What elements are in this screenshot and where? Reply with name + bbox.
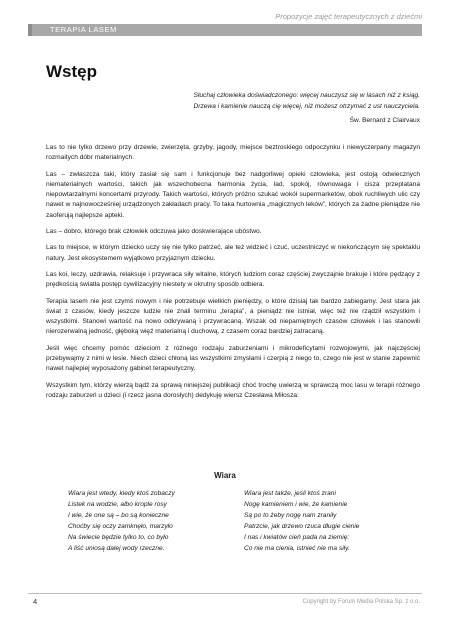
poem-line: Wiara jest także, jeśli ktoś zrani bbox=[244, 490, 336, 497]
poem-line: Choćby się oczy zamknęło, marzyło bbox=[68, 523, 173, 530]
poem-stanza-left bbox=[68, 488, 175, 554]
poem-line: A liść uniosą dalej wody rzeczne. bbox=[68, 545, 165, 552]
poem-line: I wie, że one są – bo są konieczne bbox=[68, 512, 169, 519]
paragraph: Las koi, leczy, uzdrawia, relaksuje i przywraca siły witalne, których ludziom coraz częściej zwyczajnie brakuje i które pędzący z prędkością światła postęp cywilizacyjny niestety w okrutny sposób odbiera. bbox=[46, 270, 420, 289]
paragraph: Las to miejsce, w którym dziecko uczy się nie tylko patrzeć, ale też widzieć i czuć, uczestniczyć w niekończącym się spektaklu natury. Jest ekosystemem wyjątkowo przyjaznym dziecku. bbox=[46, 244, 420, 262]
poem-line: Są po to żeby nogę nam zraniły bbox=[244, 512, 337, 519]
publication-title: Propozycje zajęć terapeutycznych z dziećmi bbox=[275, 12, 422, 21]
paragraph: Las – dobro, którego brak człowiek odczuwa jako doskwierające ubóstwo. bbox=[46, 228, 262, 236]
page-heading: Wstęp bbox=[46, 62, 97, 81]
poem-line: Co nie ma cienia, istnieć nie ma siły. bbox=[244, 545, 350, 552]
poem-line: I nas i kwiatów cień pada na ziemię: bbox=[244, 534, 350, 541]
section-bar-accent bbox=[28, 24, 32, 36]
paragraph: Terapia lasem nie jest czymś nowym i nie potrzebuje wielkich pieniędzy, o które dzisiaj tak bardzo zabiegamy. Jest stara jak świat z czasów, kiedy jeszcze ludzie nie znali terminu „terapia”, a pieniądz nie istniał, więc też nie rządził wszystkim i wszystkimi. Stanowi wartość na nowo odkrywaną i przywracaną. Wszak od niepamiętnych czasów człowiek i las stanowili nierozerwalną jedność, głęboką więź materialną i duchową, z czasem coraz bardziej zatracaną. bbox=[46, 297, 420, 336]
section-label: TERAPIA LASEM bbox=[50, 25, 117, 34]
paragraph: Las to nie tylko drzewo przy drzewie, zwierzęta, grzyby, jagody, miejsce beztroskiego odpoczynku i niewyczerpany magazyn rozmaitych dóbr materialnych. bbox=[46, 144, 420, 162]
poem-line: Na świecie będzie tylko to, co było bbox=[68, 534, 169, 541]
paragraph: Wszystkim tym, którzy wierzą bądź za sprawą niniejszej publikacji choć trochę uwierzą w sprawczą moc lasu w terapii różnego rodzaju zaburzeń u dzieci (i rzecz jasna dorosłych) dedykuję wiersz Czesława Miłosza: bbox=[46, 381, 420, 399]
section-bar bbox=[28, 24, 422, 36]
epigraph-line: Drzewa i kamienie nauczą cię więcej, niż możesz otrzymać z ust nauczyciela. bbox=[193, 103, 420, 110]
poem-line: Patrzcie, jak drzewo rzuca długie cienie bbox=[244, 523, 360, 530]
footer-divider bbox=[28, 593, 422, 594]
epigraph-author: Św. Bernard z Clairvaux bbox=[349, 117, 420, 124]
poem-line: Nogę kamieniem i wie, że kamienie bbox=[244, 501, 348, 508]
poem-title: Wiara bbox=[214, 471, 236, 480]
copyright-notice: Copyright by Forum Media Polska Sp. z o.o. bbox=[302, 599, 420, 605]
poem-line: Wiara jest wtedy, kiedy ktoś zobaczy bbox=[68, 490, 175, 497]
epigraph bbox=[118, 90, 420, 112]
poem-stanza-right bbox=[244, 488, 359, 554]
body-text bbox=[46, 143, 420, 407]
poem-line: Listek na wodzie, albo krople rosy bbox=[68, 501, 167, 508]
paragraph: Las – zwłaszcza taki, który zasiał się sam i funkcjonuje bez nadgorliwej opieki człowieka, jest ostoją odwiecznych niematerialnych wartości, takich jak wszechobecna harmonia życia, ład, spokój, równowaga i cisza przeplatana niepowtarzalnymi koncertami przyrody. Takich wartości, których próżno szukać wokół supermarketów, obok ruchliwych ulic czy nawet w najnowocześniej urządzonych zakładach pracy. To taka hurtownia „magicznych leków”, których za żadne pieniądze nie zaoferują najlepsze apteki. bbox=[46, 170, 420, 219]
paragraph: Jeśli więc chcemy pomóc dzieciom z różnego rodzaju zaburzeniami i mikrodeficytami rozwojowymi, jak najczęściej przebywajmy z nimi w lesie. Niech dzieci chłoną las wszystkimi zmysłami i czerpią z niego to, czego nie jest w stanie zapewnić nawet najlepiej wyposażony gabinet terapeutyczny. bbox=[46, 344, 420, 373]
page-number: 4 bbox=[33, 597, 38, 606]
epigraph-line: Słuchaj człowieka doświadczonego: więcej nauczysz się w lasach niż z ksiąg. bbox=[193, 92, 420, 99]
